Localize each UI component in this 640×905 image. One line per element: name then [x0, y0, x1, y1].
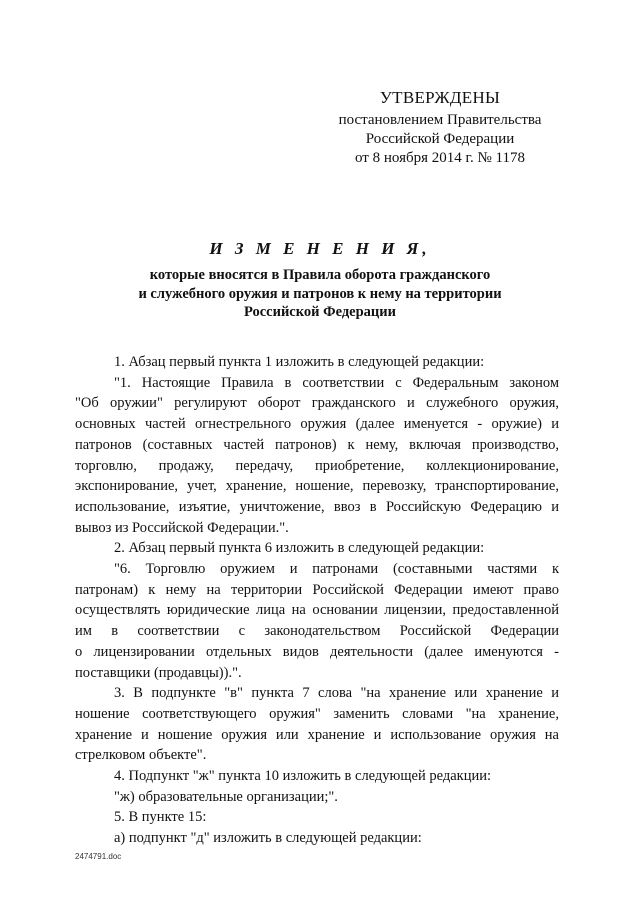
- body-line: 3. В подпункте "в" пункта 7 слова "на хранение или хранение и: [114, 685, 559, 702]
- document-body: [75, 352, 559, 849]
- body-line: стрелковом объекте".: [75, 747, 207, 764]
- body-line: 5. В пункте 15:: [114, 809, 207, 826]
- body-line: патронам) к нему на территории Российской Федерации имеют право: [75, 581, 559, 598]
- heading-title: И З М Е Н Е Н И Я,: [209, 239, 431, 258]
- body-line: о лицензировании отдельных видов деятельности (далее именуются -: [75, 643, 559, 660]
- approval-line: постановлением Правительства: [338, 112, 542, 128]
- approval-title: УТВЕРЖДЕНЫ: [379, 88, 501, 107]
- body-line: торговлю, продажу, передачу, приобретение, коллекционирование,: [75, 457, 559, 474]
- document-heading: [60, 238, 580, 322]
- body-line: 2. Абзац первый пункта 6 изложить в следующей редакции:: [114, 540, 485, 557]
- heading-subtitle-line: Российской Федерации: [243, 304, 396, 320]
- approval-block: [320, 88, 560, 168]
- body-line: патронов (составных частей патронов) к нему, включая производство,: [75, 436, 559, 453]
- file-name-footer: 2474791.doc: [75, 852, 122, 861]
- body-line: основных частей огнестрельного оружия (далее именуется - оружие) и: [75, 416, 559, 433]
- body-line: "Об оружии" регулируют оборот гражданского и служебного оружия,: [75, 395, 559, 412]
- heading-subtitle-line: и служебного оружия и патронов к нему на территории: [138, 285, 502, 302]
- body-line: использование, изъятие, уничтожение, ввоз в Российскую Федерацию и: [75, 498, 559, 515]
- heading-subtitle-line: которые вносятся в Правила оборота гражданского: [149, 267, 491, 283]
- approval-line: от 8 ноября 2014 г. № 1178: [355, 150, 525, 166]
- body-line: ношение соответствующего оружия" заменить словами "на хранение,: [75, 705, 559, 722]
- body-line: 1. Абзац первый пункта 1 изложить в следующей редакции:: [114, 354, 485, 370]
- body-line: экспонирование, учет, хранение, ношение, перевозку, транспортирование,: [75, 478, 559, 495]
- body-line: вывоз из Российской Федерации.".: [75, 519, 289, 536]
- body-line: им в соответствии с законодательством Российской Федерации: [75, 623, 559, 640]
- body-line: а) подпункт "д" изложить в следующей редакции:: [114, 830, 422, 847]
- body-line: поставщики (продавцы)).".: [75, 664, 242, 681]
- body-line: 4. Подпункт "ж" пункта 10 изложить в следующей редакции:: [114, 768, 492, 785]
- body-line: "6. Торговлю оружием и патронами (составными частями к: [114, 561, 559, 578]
- body-line: "ж) образовательные организации;".: [114, 788, 338, 805]
- approval-line: Российской Федерации: [365, 131, 515, 147]
- body-line: хранение и ношение оружия или хранение и использование оружия на: [75, 726, 559, 743]
- body-line: осуществлять юридические лица на основании лицензии, предоставленной: [75, 602, 559, 619]
- body-line: "1. Настоящие Правила в соответствии с Федеральным законом: [114, 374, 559, 391]
